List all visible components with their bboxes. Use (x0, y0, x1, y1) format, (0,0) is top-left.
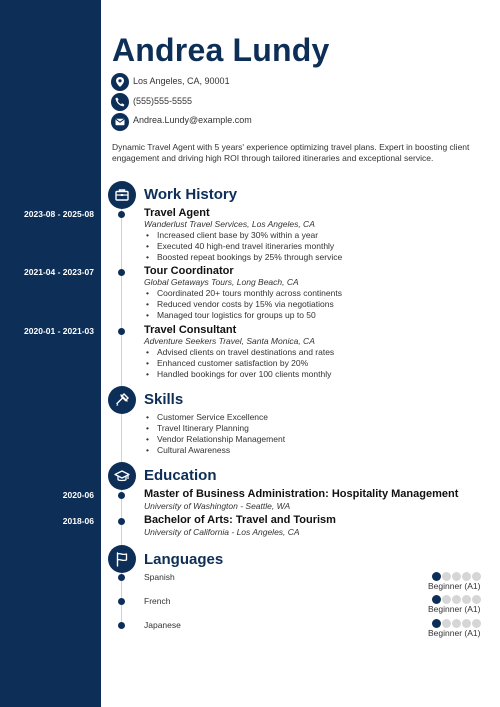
timeline-dot (118, 328, 125, 335)
graduation-cap-icon (108, 462, 136, 490)
timeline-dot (118, 622, 125, 629)
language-level: Beginner (A1) (428, 581, 481, 591)
briefcase-icon (108, 181, 136, 209)
job-dates: 2021-04 - 2023-07 (24, 267, 94, 277)
job-dates: 2020-01 - 2021-03 (24, 326, 94, 336)
school-name: University of California - Los Angeles, CA (144, 527, 300, 537)
language-level: Beginner (A1) (428, 628, 481, 638)
rating-dot-empty (462, 595, 471, 604)
timeline-dot (118, 269, 125, 276)
rating-dot-empty (442, 595, 451, 604)
rating-dot-empty (472, 619, 481, 628)
job-company: Adventure Seekers Travel, Santa Monica, CA (144, 336, 315, 346)
list-item: • Travel Itinerary Planning (146, 423, 285, 434)
language-level: Beginner (A1) (428, 604, 481, 614)
section-title-skills: Skills (144, 391, 184, 408)
language-rating (432, 595, 481, 604)
rating-dot-filled (432, 595, 441, 604)
list-item: • Boosted repeat bookings by 25% through service (146, 252, 342, 263)
list-item: • Advised clients on travel destinations and rates (146, 347, 334, 358)
phone-icon (111, 93, 129, 111)
timeline-dot (118, 492, 125, 499)
contact-phone: (555)555-5555 (133, 96, 193, 106)
rating-dot-empty (472, 595, 481, 604)
rating-dot-empty (442, 619, 451, 628)
language-name: Spanish (144, 572, 175, 582)
rating-dot-empty (462, 572, 471, 581)
list-item: • Increased client base by 30% within a year (146, 230, 342, 241)
rating-dot-empty (452, 572, 461, 581)
job-bullets (146, 230, 342, 263)
language-rating (432, 572, 481, 581)
language-name: Japanese (144, 620, 181, 630)
skills-icon (108, 386, 136, 414)
job-bullets (146, 288, 342, 321)
skills-list (146, 412, 285, 456)
location-pin-icon (111, 73, 129, 91)
language-name: French (144, 596, 171, 606)
section-title-work-history: Work History (144, 186, 238, 203)
contact-email[interactable]: Andrea.Lundy@example.com (133, 115, 252, 125)
list-item: • Executed 40 high-end travel itineraries monthly (146, 241, 342, 252)
education-date: 2018-06 (62, 516, 94, 526)
language-rating (432, 619, 481, 628)
list-item: • Customer Service Excellence (146, 412, 285, 423)
sidebar (0, 0, 101, 707)
contact-location: Los Angeles, CA, 90001 (133, 76, 230, 86)
flag-icon (108, 545, 136, 573)
job-title: Tour Coordinator (144, 265, 234, 277)
rating-dot-empty (472, 572, 481, 581)
rating-dot-filled (432, 619, 441, 628)
education-date: 2020-06 (62, 490, 94, 500)
timeline-dot (118, 598, 125, 605)
list-item: • Vendor Relationship Management (146, 434, 285, 445)
rating-dot-empty (442, 572, 451, 581)
rating-dot-empty (452, 619, 461, 628)
job-title: Travel Consultant (144, 324, 237, 336)
job-dates: 2023-08 - 2025-08 (24, 209, 94, 219)
rating-dot-empty (452, 595, 461, 604)
rating-dot-filled (432, 572, 441, 581)
professional-summary: Dynamic Travel Agent with 5 years' experience optimizing travel plans. Expert in boosting client engagement and driving high ROI through tailored itineraries and exceptional service. (112, 142, 470, 163)
list-item: • Enhanced customer satisfaction by 20% (146, 358, 334, 369)
job-company: Wanderlust Travel Services, Los Angeles, CA (144, 219, 315, 229)
job-bullets (146, 347, 334, 380)
candidate-name: Andrea Lundy (112, 32, 330, 68)
degree-title: Bachelor of Arts: Travel and Tourism (144, 514, 336, 526)
job-title: Travel Agent (144, 207, 210, 219)
list-item: • Managed tour logistics for groups up to 50 (146, 310, 342, 321)
list-item: • Handled bookings for over 100 clients monthly (146, 369, 334, 380)
job-company: Global Getaways Tours, Long Beach, CA (144, 277, 299, 287)
list-item: • Reduced vendor costs by 15% via negotiations (146, 299, 342, 310)
timeline-dot (118, 211, 125, 218)
section-title-languages: Languages (144, 551, 224, 568)
email-icon (111, 113, 129, 131)
timeline-dot (118, 518, 125, 525)
rating-dot-empty (462, 619, 471, 628)
degree-title: Master of Business Administration: Hospitality Management (144, 488, 459, 500)
timeline-dot (118, 574, 125, 581)
list-item: • Coordinated 20+ tours monthly across continents (146, 288, 342, 299)
list-item: • Cultural Awareness (146, 445, 285, 456)
school-name: University of Washington - Seattle, WA (144, 501, 291, 511)
section-title-education: Education (144, 467, 217, 484)
